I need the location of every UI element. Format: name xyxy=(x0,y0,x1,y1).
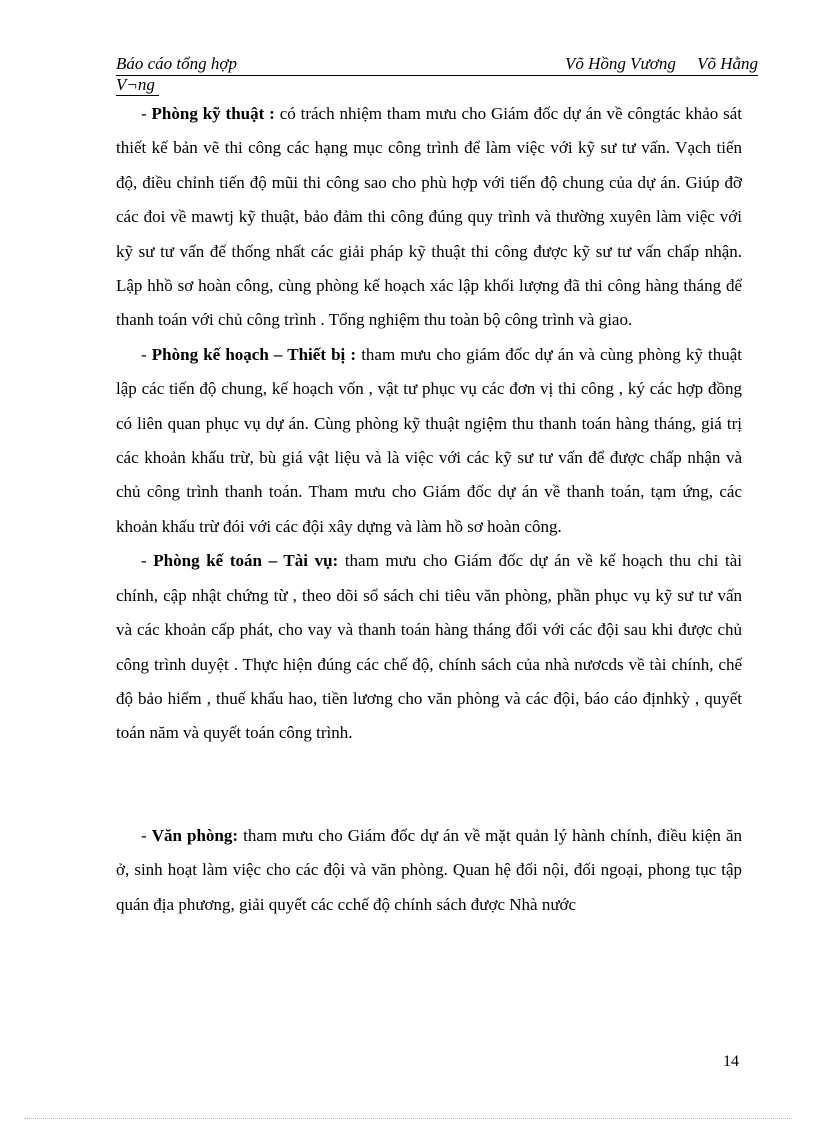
paragraph-planning-dept: - Phòng kế hoạch – Thiết bị : tham mưu cho giám đốc dự án và cùng phòng kỹ thuật lập các tiến độ chung, kế hoạch vốn , vật tư phục vụ các đơn vị thi công , ký các hợp đồng có liên quan phục vụ dự án. Cùng phòng kỹ thuật ngiệm thu thanh toán hàng tháng, giá trị các khoản khấu trừ, bù giá vật liệu và là việc với các kỹ sư tư vấn để được chấp nhận và chủ công trình thanh toán. Tham mưu cho Giám đốc dự án về thanh toán, tạm ứng, các khoản khấu trừ đói với các đội xây dựng và làm hồ sơ hoàn công. xyxy=(116,344,742,536)
page-number: 14 xyxy=(723,1053,739,1070)
paragraph-office: - Văn phòng: tham mưu cho Giám đốc dự án về mặt quản lý hành chính, điều kiện ăn ở, sinh hoạt làm việc cho các đội và văn phòng. Quan hệ đối nội, đối ngoại, phong tục tập quán địa phương, giải quyết các cchế độ chính sách được Nhà nước xyxy=(116,825,743,914)
paragraph-text: tham mưu cho giám đốc dự án và cùng phòng kỹ thuật lập các tiến độ chung, kế hoạch vốn , vật tư phục vụ các đơn vị thi công , ký các hợp đồng có liên quan phục vụ dự án. Cùng phòng kỹ thuật ngiệm thu thanh toán hàng tháng, giá trị các khoản khấu trừ, bù giá vật liệu và là việc với các kỹ sư tư vấn để được chấp nhận và chủ công trình thanh toán. Tham mưu cho Giám đốc dự án về thanh toán, tạm ứng, các khoản khấu trừ đói với các đội xây dựng và làm hồ sơ hoàn công. xyxy=(116,344,742,536)
paragraph-text: có trách nhiệm tham mưu cho Giám đốc dự án về côngtác khảo sát thiết kế bản vẽ thi công các hạng mục công trình để làm việc với kỹ sư tư vấn. Vạch tiến độ, điều chỉnh tiến độ mũi thi công sao cho phù hợp với tiến độ chung của dự án. Giúp đỡ các đoi về mawtj kỹ thuật, bảo đảm thi công đúng quy trình và thường xuyên làm việc với kỹ sư tư vấn để thống nhất các giải pháp kỹ thuật thi công được kỹ sư tư vấn chấp nhận. Lập hhồ sơ hoàn công, cùng phòng kế hoạch xác lập khối lượng đã thi công hàng tháng để thanh toán với chủ công trình . Tổng nghiệm thu toàn bộ công trình và giao. xyxy=(116,104,742,330)
paragraph-title: Văn phòng: xyxy=(151,825,239,845)
document-body xyxy=(116,97,742,922)
paragraph-accounting-dept: - Phòng kế toán – Tài vụ: tham mưu cho Giám đốc dự án về kế hoạch thu chi tài chính, cập nhật chứng từ , theo dõi sổ sách chi tiêu văn phòng, phần phục vụ kỹ sư tư vấn và các khoản cấp phát, cho vay và thanh toán hàng tháng đối với các đội sau khi được chủ công trình duyệt . Thực hiện đúng các chế độ, chính sách của nhà nươcds về tài chính, chế độ bảo hiểm , thuế khấu hao, tiền lương cho văn phòng và các đội, báo cáo địnhkỳ , quyết toán năm và quyết toán công trình. xyxy=(116,551,743,743)
paragraph-text: tham mưu cho Giám đốc dự án về mặt quản lý hành chính, điều kiện ăn ở, sinh hoạt làm việc cho các đội và văn phòng. Quan hệ đối nội, đối ngoại, phong tục tập quán địa phương, giải quyết các cchế độ chính sách được Nhà nước xyxy=(116,825,743,914)
header-author-continuation: V¬ng xyxy=(116,75,159,96)
paragraph-technical-dept: - Phòng kỹ thuật : có trách nhiệm tham mưu cho Giám đốc dự án về côngtác khảo sát thiết kế bản vẽ thi công các hạng mục công trình để làm việc với kỹ sư tư vấn. Vạch tiến độ, điều chỉnh tiến độ mũi thi công sao cho phù hợp với tiến độ chung của dự án. Giúp đỡ các đoi về mawtj kỹ thuật, bảo đảm thi công đúng quy trình và thường xuyên làm việc với kỹ sư tư vấn để thống nhất các giải pháp kỹ thuật thi công được kỹ sư tư vấn chấp nhận. Lập hhồ sơ hoàn công, cùng phòng kế hoạch xác lập khối lượng đã thi công hàng tháng để thanh toán với chủ công trình . Tổng nghiệm thu toàn bộ công trình và giao. xyxy=(116,104,742,330)
header-report-title: Báo cáo tổng hợp xyxy=(116,54,237,73)
paragraph-title: Phòng kế hoạch – Thiết bị : xyxy=(151,344,357,364)
paragraph-title: Phòng kỹ thuật : xyxy=(151,104,275,123)
page-bottom-divider xyxy=(24,1118,792,1119)
paragraph-title: Phòng kế toán – Tài vụ: xyxy=(153,551,339,571)
paragraph-text: tham mưu cho Giám đốc dự án về kế hoạch thu chi tài chính, cập nhật chứng từ , theo dõi sổ sách chi tiêu văn phòng, phần phục vụ kỹ sư tư vấn và các khoản cấp phát, cho vay và thanh toán hàng tháng đối với các đội sau khi được chủ công trình duyệt . Thực hiện đúng các chế độ, chính sách của nhà nươcds về tài chính, chế độ bảo hiểm , thuế khấu hao, tiền lương cho văn phòng và các đội, báo cáo địnhkỳ , quyết toán năm và quyết toán công trình. xyxy=(116,551,743,743)
header-author-names: Võ Hồng Vương Võ Hằng xyxy=(564,54,758,73)
page-header xyxy=(116,53,758,76)
